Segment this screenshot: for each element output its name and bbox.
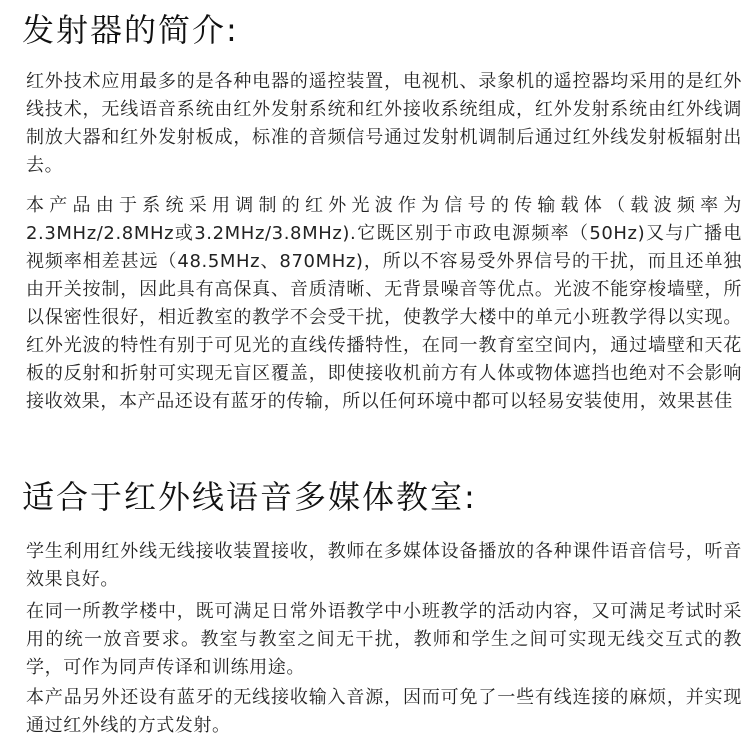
intro-paragraph-infrared-tech: 红外技术应用最多的是各种电器的遥控装置，电视机、录象机的遥控器均采用的是红外线技术，无线语音系统由红外发射系统和红外接收系统组成，红外发射系统由红外线调制放大器和红外发射板成，标准的音频信号通过发射机调制后通过红外线发射板辐射出去。	[26, 71, 742, 176]
classroom-paragraph-bluetooth: 本产品另外还设有蓝牙的无线接收输入音源，因而可免了一些有线连接的麻烦，并实现通过红外线的方式发射。	[26, 687, 742, 736]
classroom-paragraph-same-building: 在同一所教学楼中，既可满足日常外语教学中小班教学的活动内容，又可满足考试时采用的统一放音要求。教室与教室之间无干扰，教师和学生之间可实现无线交互式的教学，可作为同声传译和训练用途。	[26, 601, 742, 678]
classroom-suitability-heading: 适合于红外线语音多媒体教室:	[22, 478, 477, 516]
transmitter-intro-heading: 发射器的简介:	[22, 11, 239, 49]
classroom-paragraph-student-receiver: 学生利用红外线无线接收装置接收，教师在多媒体设备播放的各种课件语音信号，听音效果良好。	[26, 541, 742, 590]
intro-paragraph-product-features: 本产品由于系统采用调制的红外光波作为信号的传输载体（载波频率为2.3MHz/2.8MHz或3.2MHz/3.8MHz).它既区别于市政电源频率（50Hz)又与广播电视频率相差甚远（48.5MHz、870MHz)，所以不容易受外界信号的干扰，而且还单独由开关按制，因此具有高保真、音质清晰、无背景噪音等优点。光波不能穿梭墙壁，所以保密性很好，相近教室的教学不会受干扰，使教学大楼中的单元小班教学得以实现。红外光波的特性有别于可见光的直线传播特性，在同一教育室空间内，通过墙壁和天花板的反射和折射可实现无盲区覆盖，即使接收机前方有人体或物体遮挡也绝对不会影响接收效果，本产品还设有蓝牙的传输，所以任何环境中都可以轻易安装使用，效果甚佳	[26, 195, 742, 412]
